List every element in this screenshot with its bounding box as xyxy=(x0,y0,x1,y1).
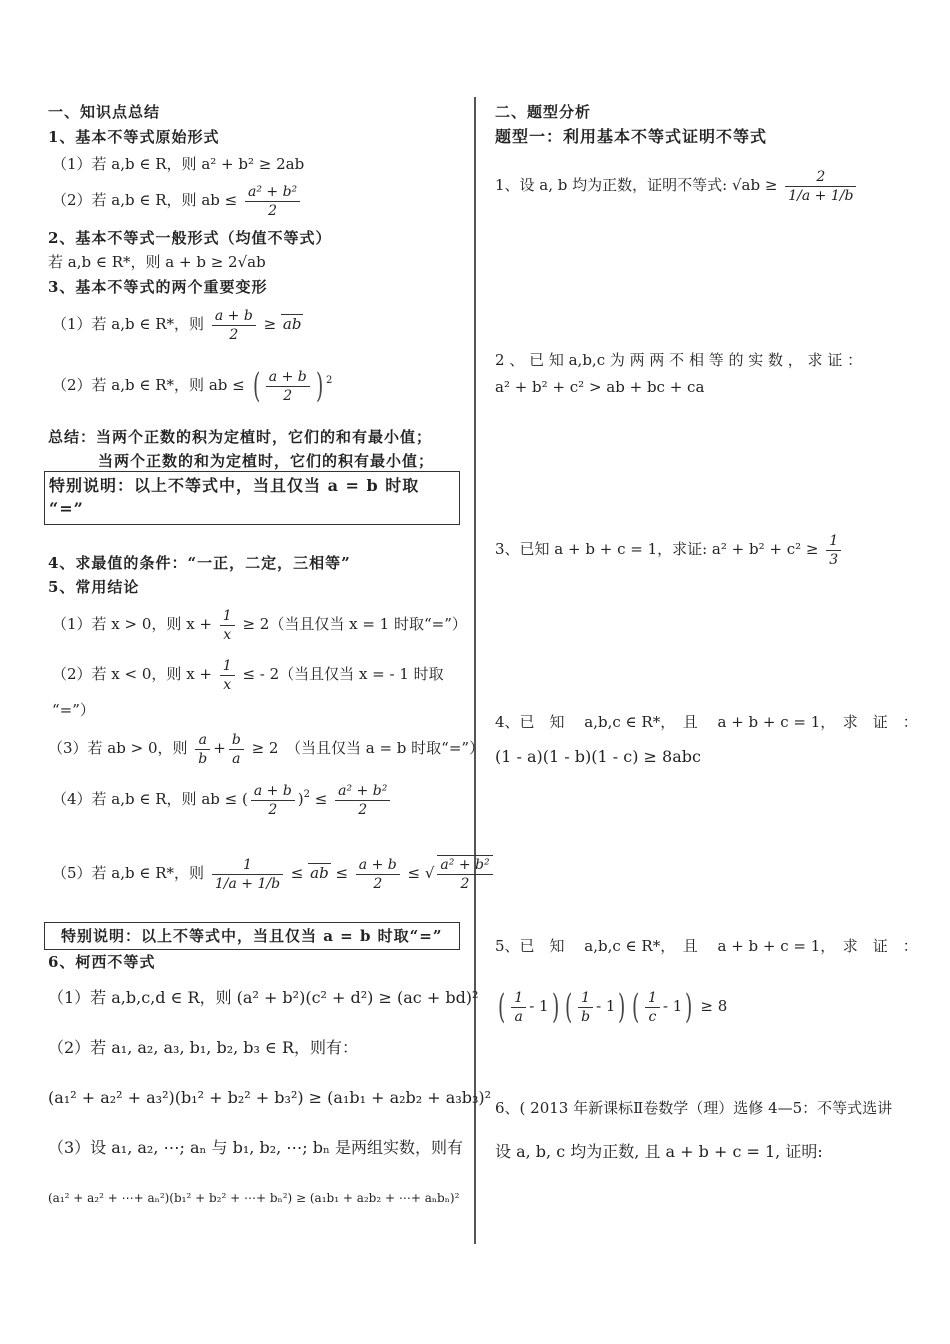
section-heading-knowledge: 一、知识点总结 xyxy=(48,103,161,121)
problem-4-text: 4、已 知 a,b,c ∈ R*， 且 a + b + c = 1， 求 证 ： xyxy=(495,713,918,731)
summary-line-1: 总结：当两个正数的积为定植时，它们的和有最小值； xyxy=(48,428,433,446)
fraction: $\frac{a + b}{2}$ xyxy=(356,856,400,893)
subsection-title-6: 6、柯西不等式 xyxy=(48,953,156,971)
subsection-title-5: 5、常用结论 xyxy=(48,578,140,596)
column-divider xyxy=(474,97,476,1244)
problem-4-formula: (1 - a)(1 - b)(1 - c) ≥ 8abc xyxy=(495,747,701,766)
cauchy-3: （3）设 a₁, a₂, ⋯; aₙ 与 b₁, b₂, ⋯; bₙ 是两组实数，则有 xyxy=(48,1138,464,1157)
fraction: $\frac{\text{a² + b²}}{2}$ xyxy=(245,183,300,220)
problem-analysis-column xyxy=(478,0,950,1344)
formula-variant-2: （2）若 a,b ∈ R*，则 ab ≤ ( $\frac{a + b}{2}$ ) $^2$ xyxy=(52,366,333,406)
special-note-box xyxy=(44,471,460,525)
fraction: $\frac{1}{c}$ xyxy=(645,989,660,1026)
problem-3: 3、已知 a + b + c = 1，求证: a² + b² + c² ≥ $\frac{1}{3}$ xyxy=(495,527,844,571)
fraction: $\frac{a}{b}$ xyxy=(195,731,210,768)
fraction: $\frac{\text{a² + b²}}{2}$ xyxy=(437,855,492,893)
fraction: $\frac{b}{a}$ xyxy=(229,731,244,768)
subsection-title-3: 3、基本不等式的两个重要变形 xyxy=(48,278,268,296)
subsection-title-2: 2、基本不等式一般形式（均值不等式） xyxy=(48,229,332,247)
conclusion-2: （2）若 x < 0，则 x + $\frac{1}{x}$ ≤ - 2（当且仅当 x = - 1 时取 xyxy=(52,657,444,693)
subsection-title-1: 1、基本不等式原始形式 xyxy=(48,128,220,146)
formula-variant-1: （1）若 a,b ∈ R*，则 $\frac{a + b}{2}$ ≥ ab xyxy=(52,307,302,343)
problem-5-formula: ( $\frac{1}{a}$ - 1) ( $\frac{1}{b}$ - 1) ( $\frac{1}{c}$ - 1) ≥ 8 xyxy=(497,987,728,1027)
problem-type-1: 题型一：利用基本不等式证明不等式 xyxy=(495,127,768,146)
fraction: $\frac{1}{1/a + 1/b}$ xyxy=(212,856,283,893)
formula-basic-1: （1）若 a,b ∈ R，则 a² + b² ≥ 2ab xyxy=(52,155,305,173)
fraction: $\frac{\text{a² + b²}}{2}$ xyxy=(335,782,390,819)
problem-5-text: 5、已 知 a,b,c ∈ R*， 且 a + b + c = 1， 求 证 ： xyxy=(495,937,918,955)
special-note-text-cont: “=” xyxy=(49,499,84,518)
cauchy-3-formula: (a₁² + a₂² + ⋯+ aₙ²)(b₁² + b₂² + ⋯+ bₙ²) ≥ (a₁b₁ + a₂b₂ + ⋯+ aₙbₙ)² xyxy=(48,1191,460,1205)
problem-2-formula: a² + b² + c² > ab + bc + ca xyxy=(495,378,705,396)
formula-mean-inequality: 若 a,b ∈ R*，则 a + b ≥ 2√ab xyxy=(48,253,266,271)
fraction: $\frac{a + b}{2}$ xyxy=(251,782,295,819)
conclusion-3: （3）若 ab > 0，则 $\frac{a}{b}$ + $\frac{b}{a}$ ≥ 2 （当且仅当 a = b 时取“=”） xyxy=(48,731,485,767)
fraction: $\frac{1}{x}$ xyxy=(220,657,235,694)
problem-1: 1、设 a, b 均为正数，证明不等式: √ab ≥ $\frac{2}{1/a + 1/b}$ xyxy=(495,150,859,220)
problem-6-source: 6、( 2013 年新课标Ⅱ卷数学（理）选修 4—5：不等式选讲 xyxy=(495,1099,893,1117)
cauchy-2-formula: (a₁² + a₂² + a₃²)(b₁² + b₂² + b₃²) ≥ (a₁b₁ + a₂b₂ + a₃b₃)² xyxy=(48,1088,492,1107)
cauchy-2: （2）若 a₁, a₂, a₃, b₁, b₂, b₃ ∈ R，则有： xyxy=(48,1038,359,1057)
problem-2-text: 2 、 已 知 a,b,c 为 两 两 不 相 等 的 实 数 ， 求 证 ： xyxy=(495,351,863,369)
fraction: $\frac{1}{a}$ xyxy=(511,989,526,1026)
problem-6-text: 设 a, b, c 均为正数, 且 a + b + c = 1, 证明: xyxy=(495,1142,823,1161)
special-note-text-2: 特别说明：以上不等式中，当且仅当 a = b 时取“=” xyxy=(61,927,443,945)
fraction: $\frac{1}{b}$ xyxy=(578,989,593,1026)
conclusion-5: （5）若 a,b ∈ R*，则 $\frac{1}{1/a + 1/b}$ ≤ ab ≤ $\frac{a + b}{2}$ ≤ √ $\frac{\text{a² + b²}}{2}$ xyxy=(52,840,496,906)
cauchy-1: （1）若 a,b,c,d ∈ R，则 (a² + b²)(c² + d²) ≥ (ac + bd)² xyxy=(48,988,479,1007)
subsection-title-4: 4、求最值的条件：“一正，二定，三相等” xyxy=(48,554,351,572)
special-note-box-2 xyxy=(44,922,460,950)
conclusion-2-cont: “=”） xyxy=(52,701,95,719)
fraction: $\frac{1}{3}$ xyxy=(826,532,841,569)
fraction: $\frac{2}{1/a + 1/b}$ xyxy=(785,168,856,205)
special-note-text: 特别说明：以上不等式中，当且仅当 a = b 时取 xyxy=(49,476,420,495)
fraction: $\frac{a + b}{2}$ xyxy=(212,307,256,344)
formula-basic-2: （2）若 a,b ∈ R，则 ab ≤ $\frac{\text{a² + b²}}{2}$ xyxy=(52,178,303,222)
summary-line-2: 当两个正数的和为定植时，它们的积有最小值； xyxy=(98,452,435,470)
conclusion-4: （4）若 a,b ∈ R，则 ab ≤ ( $\frac{a + b}{2}$ )$^2$ ≤ $\frac{\text{a² + b²}}{2}$ xyxy=(52,777,393,821)
section-heading-problems: 二、题型分析 xyxy=(495,103,592,121)
conclusion-1: （1）若 x > 0，则 x + $\frac{1}{x}$ ≥ 2（当且仅当 x = 1 时取“=”） xyxy=(52,607,467,643)
fraction: $\frac{1}{x}$ xyxy=(220,607,235,644)
fraction: $\frac{a + b}{2}$ xyxy=(266,368,310,405)
